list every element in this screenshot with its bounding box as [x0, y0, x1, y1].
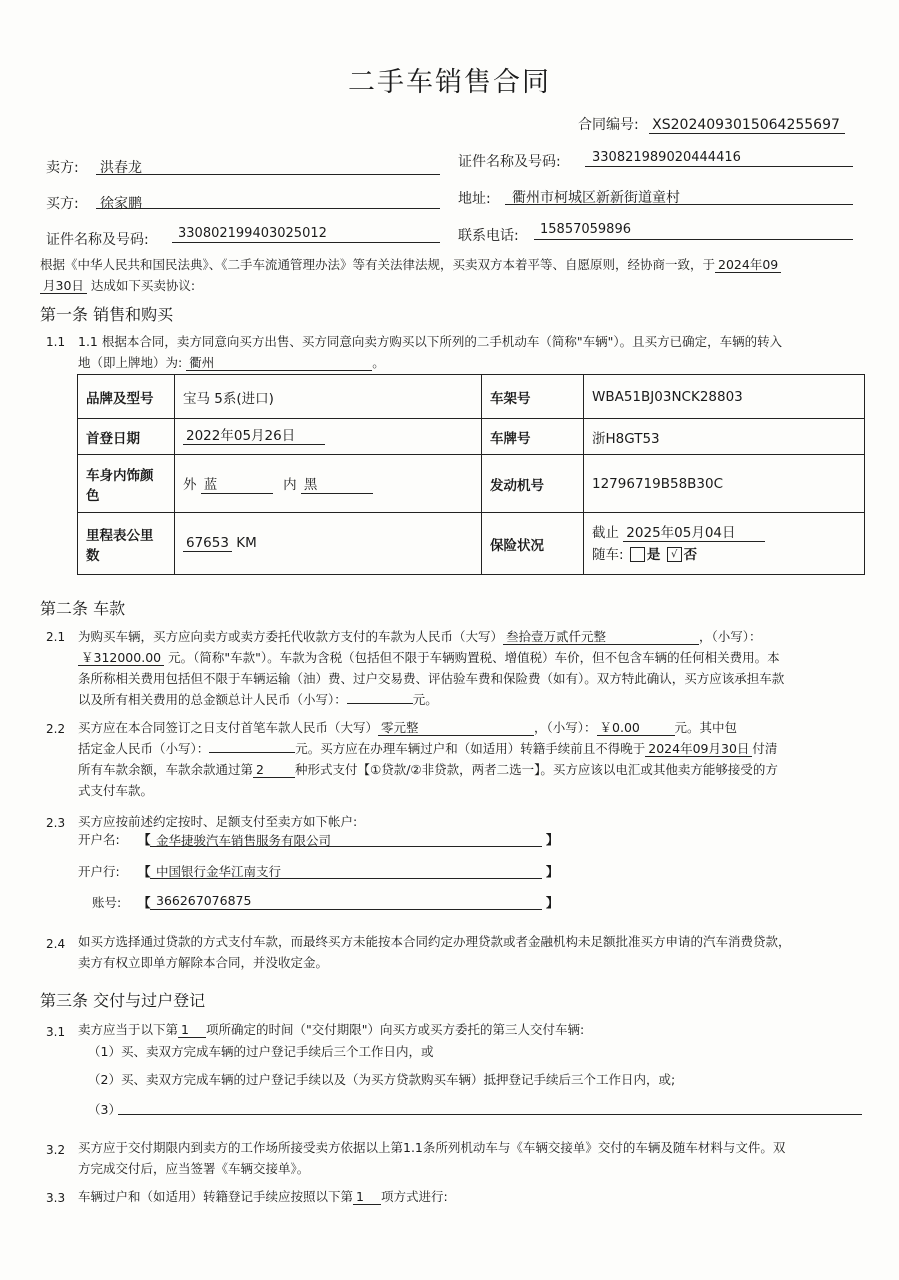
intro-text-2: 达成如下买卖协议: — [90, 278, 196, 293]
contract-number — [578, 114, 845, 134]
clause-2-2-text-e: 元。买方应在办理车辆过户和（如适用）转籍手续前且不得晚于 — [295, 741, 646, 756]
interior-color: 黑 — [301, 478, 373, 494]
clause-3-3-text-a: 车辆过户和（如适用）转籍登记手续应按照以下第 — [78, 1189, 354, 1204]
clause-2-2-text — [78, 717, 864, 801]
clause-2-1-text-d: 条所称相关费用包括但不限于车辆运输（油）费、过户交易费、评估验车费和保险费（如有）。双方特此确认，买方应该承担车款 — [78, 671, 785, 686]
seller-underline — [96, 174, 440, 175]
seller-id-underline — [585, 166, 853, 167]
clause-2-1-number: 2.1 — [46, 630, 66, 644]
interior-prefix: 内 — [283, 477, 297, 493]
with-car-no-checkbox[interactable]: √ — [667, 547, 682, 562]
transfer-option-selected: 1 — [353, 1189, 381, 1205]
intro-date-part-2: 月30日 — [40, 278, 87, 294]
account-name-close-bracket: 】 — [546, 832, 559, 847]
clause-1-1-number: 1.1 — [46, 335, 66, 349]
clause-3-3-text-b: 项方式进行: — [381, 1189, 448, 1204]
mileage-cell — [175, 513, 482, 575]
address-label: 地址: — [458, 191, 491, 207]
clause-2-1-text-a: 为购买车辆，买方应向卖方或卖方委托代收款方支付的车款为人民币（大写） — [78, 629, 504, 644]
buyer-label: 买方: — [46, 196, 79, 212]
clause-2-3-number: 2.3 — [46, 816, 66, 830]
clause-3-2-text — [78, 1137, 864, 1179]
clause-3-3-text — [78, 1187, 448, 1205]
deposit-blank — [209, 752, 295, 753]
clause-2-1-text — [78, 626, 864, 710]
article-3-heading: 第三条 交付与过户登记 — [40, 991, 206, 1010]
account-number-label: 账号: — [92, 895, 122, 910]
delivery-option-3-blank — [118, 1114, 862, 1115]
buyer-id-label: 证件名称及号码: — [46, 232, 149, 248]
clause-2-2-number: 2.2 — [46, 722, 66, 736]
clause-3-1-text-a: 卖方应当于以下第 — [78, 1022, 179, 1037]
color-label: 车身内饰颜色 — [78, 455, 175, 513]
vin-label: 车架号 — [482, 375, 584, 419]
price-in-words: 叁拾壹万贰仟元整 — [503, 629, 699, 645]
article-1-heading: 第一条 销售和购买 — [40, 305, 174, 324]
clause-2-1-text-c: 元。（简称"车款"）。车款为含税（包括但不限于车辆购置税、增值税）车价，但不包含车辆的任何相关费用。本 — [168, 650, 780, 665]
insurance-until-label: 截止 — [592, 524, 619, 541]
contract-number-value: XS2024093015064255697 — [649, 118, 845, 134]
vehicle-info-table — [77, 374, 865, 575]
insurance-cell — [584, 513, 865, 575]
bank-underline — [150, 878, 542, 879]
price-in-figures: ￥312000.00 — [78, 650, 164, 666]
clause-2-2-text-h: 种形式支付【①贷款/②非贷款，两者二选一】。买方应该以电汇或其他卖方能够接受的方 — [295, 762, 778, 777]
intro-text-1: 根据《中华人民共和国民法典》、《二手车流通管理办法》等有关法律法规，买卖双方本着平等、自愿原则，经协商一致，于 — [40, 257, 716, 272]
clause-3-2-text-b: 方完成交付后，应当签署《车辆交接单》。 — [78, 1161, 310, 1176]
account-name-value: 金华捷骏汽车销售服务有限公司 — [156, 833, 332, 848]
phone-label: 联系电话: — [458, 228, 519, 244]
insurance-label: 保险状况 — [482, 513, 584, 575]
clause-2-2-text-f: 付清 — [752, 741, 778, 756]
mileage-label: 里程表公里数 — [78, 513, 175, 575]
account-number-close-bracket: 】 — [546, 895, 559, 910]
plate-value: 浙H8GT53 — [584, 419, 865, 455]
bank-label: 开户行: — [78, 864, 120, 879]
delivery-option-3: （3） — [88, 1102, 121, 1117]
buyer-id-value: 330802199403025012 — [178, 226, 327, 241]
clause-3-1-text — [78, 1020, 584, 1038]
account-number-underline — [150, 909, 542, 910]
document-title: 二手车销售合同 — [348, 67, 551, 98]
intro-date-part-1: 2024年09 — [715, 257, 781, 273]
clause-3-1-text-b: 项所确定的时间（"交付期限"）向买方或买方委托的第三人交付车辆: — [206, 1022, 585, 1037]
engine-value: 12796719B58B30C — [584, 455, 865, 513]
clause-3-2-text-a: 买方应于交付期限内到卖方的工作场所接受卖方依据以上第1.1条所列机动车与《车辆交接单》交付的车辆及随车材料与文件。双 — [78, 1140, 786, 1155]
brand-label: 品牌及型号 — [78, 375, 175, 419]
account-name-underline — [150, 846, 542, 847]
clause-1-1-text-1: 1.1 根据本合同，卖方同意向买方出售、买方同意向卖方购买以下所列的二手机动车（简称"车辆"）。且买方已确定，车辆的转入 — [78, 334, 783, 349]
clause-2-2-text-b: ，（小写）： — [534, 720, 597, 735]
clause-2-1-text-e: 以及所有相关费用的总金额总计人民币（小写）： — [78, 692, 347, 707]
payoff-date: 2024年09月30日 — [645, 741, 752, 757]
with-car-label: 随车: — [592, 546, 624, 563]
vin-value: WBA51BJ03NCK28803 — [584, 375, 865, 419]
clause-2-4-text — [78, 931, 864, 973]
clause-3-1-number: 3.1 — [46, 1025, 66, 1039]
address-underline — [505, 204, 853, 205]
bank-open-bracket: 【 — [138, 864, 151, 879]
payment-method: 2 — [253, 762, 295, 778]
reg-date-cell — [175, 419, 482, 455]
delivery-option-1: （1）买、卖双方完成车辆的过户登记手续后三个工作日内，或 — [88, 1044, 434, 1059]
insurance-until-date: 2025年05月04日 — [623, 526, 765, 542]
account-name-label: 开户名: — [78, 832, 120, 847]
clause-2-4-number: 2.4 — [46, 937, 66, 951]
brand-value: 宝马 5系(进口) — [175, 375, 482, 419]
with-car-yes-label: 是 — [646, 546, 661, 563]
clause-2-1-text-b: ，（小写）： — [699, 629, 762, 644]
clause-2-4-text-a: 如买方选择通过贷款的方式支付车款，而最终买方未能按本合同约定办理贷款或者金融机构未足额批准买方申请的汽车消费贷款， — [78, 934, 791, 949]
clause-3-2-number: 3.2 — [46, 1143, 66, 1157]
destination-place: 衢州 — [186, 355, 372, 371]
seller-id-label: 证件名称及号码: — [458, 154, 561, 170]
seller-id-value: 330821989020444416 — [592, 150, 741, 165]
article-2-heading: 第二条 车款 — [40, 599, 126, 618]
contract-number-label: 合同编号: — [578, 117, 639, 133]
delivery-option-selected: 1 — [178, 1022, 206, 1038]
reg-date-value: 2022年05月26日 — [183, 429, 325, 445]
clause-2-2-text-c: 元。其中包 — [674, 720, 738, 735]
reg-date-label: 首登日期 — [78, 419, 175, 455]
bank-value: 中国银行金华江南支行 — [156, 864, 282, 879]
address-value: 衢州市柯城区新新街道童村 — [512, 190, 680, 206]
phone-value: 15857059896 — [540, 222, 631, 237]
account-number-open-bracket: 【 — [138, 895, 151, 910]
clause-2-2-text-d: 括定金人民币（小写）： — [78, 741, 210, 756]
bank-close-bracket: 】 — [546, 864, 559, 879]
with-car-no-label: 否 — [683, 546, 698, 563]
clause-1-1-end: 。 — [372, 355, 385, 370]
phone-underline — [534, 239, 853, 240]
first-payment-in-figures: ￥0.00 — [597, 720, 675, 736]
mileage-unit: KM — [236, 535, 257, 551]
total-amount-blank — [347, 703, 413, 704]
clause-1-1-text-2: 地（即上牌地）为: — [78, 355, 183, 370]
delivery-option-2: （2）买、卖双方完成车辆的过户登记手续以及（为买方贷款购买车辆）抵押登记手续后三个工作日内，或; — [88, 1072, 676, 1087]
clause-2-2-text-a: 买方应在本合同签订之日支付首笔车款人民币（大写） — [78, 720, 379, 735]
buyer-underline — [96, 208, 440, 209]
seller-label: 卖方: — [46, 160, 79, 176]
account-name-open-bracket: 【 — [138, 832, 151, 847]
color-cell — [175, 455, 482, 513]
seller-name: 洪春龙 — [100, 160, 142, 176]
mileage-value: 67653 — [183, 536, 232, 552]
clause-2-1-text-f: 元。 — [412, 692, 438, 707]
engine-label: 发动机号 — [482, 455, 584, 513]
account-number-value: 366267076875 — [156, 893, 252, 908]
clause-3-3-number: 3.3 — [46, 1191, 66, 1205]
exterior-prefix: 外 — [183, 477, 197, 493]
plate-label: 车牌号 — [482, 419, 584, 455]
buyer-id-underline — [172, 242, 440, 243]
clause-1-1-text — [78, 331, 864, 373]
clause-2-4-text-b: 卖方有权立即单方解除本合同，并没收定金。 — [78, 955, 329, 970]
intro-paragraph — [40, 254, 781, 296]
clause-2-3-text: 买方应按前述约定按时、足额支付至卖方如下帐户: — [78, 814, 358, 829]
clause-2-2-text-i: 式支付车款。 — [78, 783, 154, 798]
clause-2-2-text-g: 所有车款余额，车款余款通过第 — [78, 762, 254, 777]
buyer-name: 徐家鹏 — [100, 196, 142, 212]
first-payment-in-words: 零元整 — [378, 720, 534, 736]
exterior-color: 蓝 — [201, 478, 273, 494]
with-car-yes-checkbox[interactable] — [630, 547, 645, 562]
